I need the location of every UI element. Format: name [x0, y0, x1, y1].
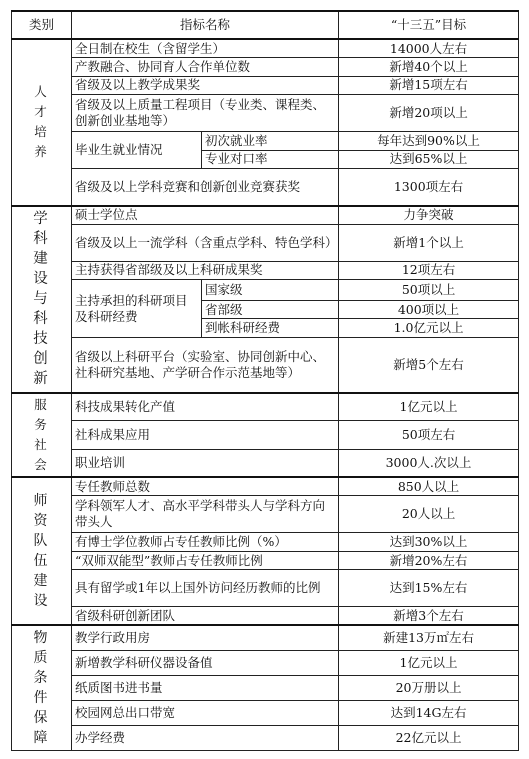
target-value: 50项以上 [339, 280, 519, 301]
table-row [12, 570, 519, 607]
target-value: 3000人.次以上 [339, 449, 519, 477]
target-value: 20人以上 [339, 496, 519, 533]
indicator-name: 主持获得省部级及以上科研成果奖 [72, 261, 339, 280]
target-value: 新增20%左右 [339, 551, 519, 570]
table-row [12, 700, 519, 725]
target-value: 1.0亿元以上 [339, 319, 519, 338]
table-row [12, 224, 519, 261]
indicator-name: 产教融合、协同育人合作单位数 [72, 58, 339, 77]
target-value: 400项以上 [339, 300, 519, 319]
target-value: 新建13万㎡左右 [339, 625, 519, 650]
category-cell: 人才培养 [12, 39, 72, 206]
header-indicator: 指标名称 [72, 11, 339, 39]
table-row [12, 625, 519, 650]
header-category: 类别 [12, 11, 72, 39]
table-row [12, 206, 519, 225]
category-cell: 师资队伍建设 [12, 477, 72, 625]
targets-table [11, 10, 519, 751]
sub-indicator-name: 专业对口率 [202, 150, 339, 169]
category-cell: 学科建设与科技创新 [12, 206, 72, 393]
table-row [12, 477, 519, 496]
target-value: 达到65%以上 [339, 150, 519, 169]
target-value: 每年达到90%以上 [339, 132, 519, 151]
indicator-name: 硕士学位点 [72, 206, 339, 225]
target-value: 新增1个以上 [339, 224, 519, 261]
table-row [12, 169, 519, 206]
table-row [12, 39, 519, 58]
indicator-name: 办学经费 [72, 725, 339, 750]
indicator-name: 省级及以上学科竞赛和创新创业竞赛获奖 [72, 169, 339, 206]
table-row [12, 393, 519, 421]
target-value: 力争突破 [339, 206, 519, 225]
indicator-group-name: 毕业生就业情况 [72, 132, 202, 169]
category-cell: 服务社会 [12, 393, 72, 477]
indicator-name: 新增教学科研仪器设备值 [72, 650, 339, 675]
table-row [12, 421, 519, 449]
table-row [12, 261, 519, 280]
indicator-name: 省级及以上一流学科（含重点学科、特色学科） [72, 224, 339, 261]
target-value: 1亿元以上 [339, 393, 519, 421]
indicator-name: 有博士学位教师占专任教师比例（%） [72, 533, 339, 552]
target-value: 达到14G左右 [339, 700, 519, 725]
sub-indicator-name: 初次就业率 [202, 132, 339, 151]
indicator-name: 具有留学或1年以上国外访问经历教师的比例 [72, 570, 339, 607]
target-value: 50项左右 [339, 421, 519, 449]
indicator-name: 全日制在校生（含留学生） [72, 39, 339, 58]
target-value: 达到30%以上 [339, 533, 519, 552]
target-value: 1300项左右 [339, 169, 519, 206]
indicator-name: “双师双能型”教师占专任教师比例 [72, 551, 339, 570]
table-row [12, 132, 519, 151]
target-value: 新增5个左右 [339, 337, 519, 393]
sub-indicator-name: 国家级 [202, 280, 339, 301]
target-value: 1亿元以上 [339, 650, 519, 675]
table-row [12, 551, 519, 570]
indicator-group-name: 主持承担的科研项目及科研经费 [72, 280, 202, 338]
target-value: 新增20项以上 [339, 95, 519, 132]
indicator-name: 校园网总出口带宽 [72, 700, 339, 725]
target-value: 14000人左右 [339, 39, 519, 58]
target-value: 达到15%左右 [339, 570, 519, 607]
table-row [12, 650, 519, 675]
target-value: 新增40个以上 [339, 58, 519, 77]
indicator-name: 专任教师总数 [72, 477, 339, 496]
indicator-name: 科技成果转化产值 [72, 393, 339, 421]
target-value: 850人以上 [339, 477, 519, 496]
table-row [12, 449, 519, 477]
target-value: 12项左右 [339, 261, 519, 280]
table-row [12, 76, 519, 95]
target-value: 22亿元以上 [339, 725, 519, 750]
table-row [12, 337, 519, 393]
table-row [12, 58, 519, 77]
category-cell: 物质条件保障 [12, 625, 72, 750]
sub-indicator-name: 省部级 [202, 300, 339, 319]
table-row [12, 725, 519, 750]
target-value: 新增3个左右 [339, 607, 519, 626]
table-row [12, 675, 519, 700]
indicator-name: 社科成果应用 [72, 421, 339, 449]
header-target: “十三五”目标 [339, 11, 519, 39]
table-row [12, 607, 519, 626]
target-value: 20万册以上 [339, 675, 519, 700]
indicator-name: 学科领军人才、高水平学科带头人与学科方向带头人 [72, 496, 339, 533]
table-row [12, 496, 519, 533]
table-row [12, 95, 519, 132]
indicator-name: 教学行政用房 [72, 625, 339, 650]
indicator-name: 职业培训 [72, 449, 339, 477]
indicator-name: 省级及以上教学成果奖 [72, 76, 339, 95]
indicator-name: 省级科研创新团队 [72, 607, 339, 626]
target-value: 新增15项左右 [339, 76, 519, 95]
table-row [12, 533, 519, 552]
indicator-name: 纸质图书进书量 [72, 675, 339, 700]
sub-indicator-name: 到帐科研经费 [202, 319, 339, 338]
indicator-name: 省级以上科研平台（实验室、协同创新中心、社科研究基地、产学研合作示范基地等） [72, 337, 339, 393]
table-row [12, 280, 519, 301]
indicator-name: 省级及以上质量工程项目（专业类、课程类、创新创业基地等） [72, 95, 339, 132]
